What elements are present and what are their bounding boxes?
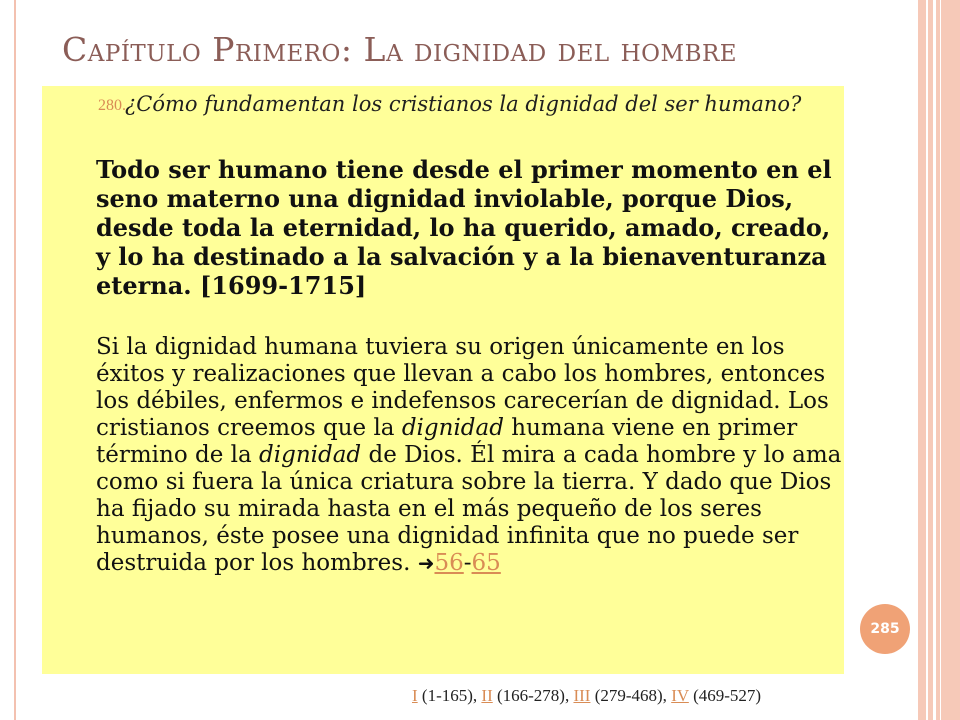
footer-range: (1-165),	[417, 686, 482, 705]
band-stripe	[926, 0, 928, 720]
explanation-text	[96, 334, 844, 577]
reference-dash: -	[463, 550, 472, 576]
footer-link-part-1[interactable]: I	[412, 686, 418, 705]
right-decorative-band	[918, 0, 960, 720]
question-text: ¿Cómo fundamentan los cristianos la dignidad del ser humano?	[125, 92, 802, 116]
arrow-icon: ➜	[417, 551, 435, 575]
footer-range: (166-278),	[492, 686, 574, 705]
footer-link-part-3[interactable]: III	[573, 686, 591, 705]
footer-link-part-4[interactable]: IV	[671, 686, 689, 705]
explanation-segment: Si la dignidad humana tuviera su origen únicamente en los éxitos y realizaciones que llevan a cabo los hombres, entonces los débiles, enfermos e indefensos carecerían de dignidad. Los cristianos creemos que la	[96, 334, 829, 441]
explanation-segment: humana viene en primer término de la	[96, 415, 798, 468]
title-initial: L	[363, 30, 386, 69]
footer-range: (469-527)	[688, 686, 762, 705]
explanation-emphasis: dignidad	[401, 415, 504, 441]
band-stripe	[940, 0, 941, 720]
title-initial: C	[62, 30, 88, 69]
explanation-emphasis: dignidad	[259, 442, 362, 468]
slide-title	[62, 30, 882, 69]
page-number-badge: 285	[860, 604, 910, 654]
footer-navigation	[412, 686, 842, 706]
question-number: 280.	[98, 97, 126, 114]
footer-link-part-2[interactable]: II	[481, 686, 493, 705]
title-word: apítulo	[87, 30, 213, 69]
reference-link-56[interactable]: 56	[434, 550, 464, 576]
title-word: a dignidad del hombre	[385, 30, 738, 69]
explanation-segment: de Dios. Él mira a cada hombre y lo ama como si fuera la única criatura sobre la tierra. Y dado que Dios ha fijado su mirada hasta en el más pequeño de los seres humanos, éste posee una dignidad infinita que no puede ser destruida por los hombres.	[96, 442, 842, 576]
band-stripe	[933, 0, 936, 720]
title-separator: :	[340, 30, 364, 69]
title-word: rimero	[234, 30, 341, 69]
reference-link-65[interactable]: 65	[471, 550, 501, 576]
left-decorative-line	[14, 0, 16, 720]
title-initial: P	[212, 30, 235, 69]
answer-text: Todo ser humano tiene desde el primer momento en el seno materno una dignidad inviolable, porque Dios, desde toda la eternidad, lo ha querido, amado, creado, y lo ha destinado a la salvación y a la bienaventuranza eterna. [1699-1715]	[96, 155, 832, 300]
footer-range: (279-468),	[590, 686, 672, 705]
